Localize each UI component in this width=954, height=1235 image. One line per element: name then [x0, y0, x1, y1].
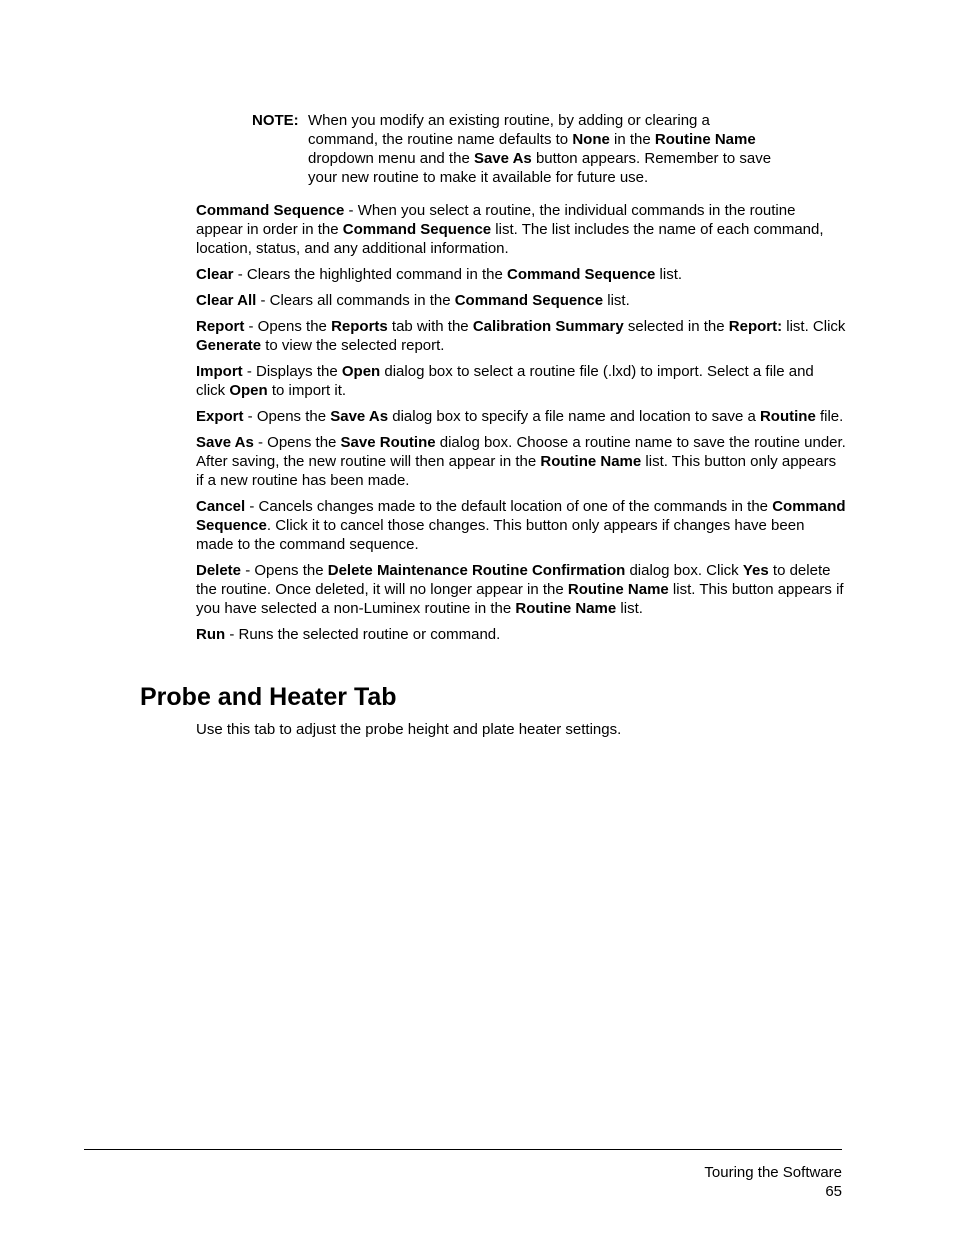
- desc-save-as: Save As - Opens the Save Routine dialog box. Choose a routine name to save the routine under. After saving, the new routine will then appear in the Routine Name list. This button only appears if a new routine has been made.: [196, 434, 846, 489]
- desc-run: Run - Runs the selected routine or command.: [196, 626, 501, 643]
- desc-import: Import - Displays the Open dialog box to select a routine file (.lxd) to import. Select a file and click Open to import it.: [196, 363, 814, 399]
- desc-export: Export - Opens the Save As dialog box to specify a file name and location to save a Routine file.: [196, 408, 844, 425]
- desc-command-sequence: Command Sequence - When you select a routine, the individual commands in the routine appear in order in the Command Sequence list. The list includes the name of each command, location, status, and any additional information.: [196, 202, 824, 257]
- button-descriptions: [196, 201, 846, 651]
- page-footer: [600, 1163, 842, 1201]
- desc-report: Report - Opens the Reports tab with the Calibration Summary selected in the Report: list. Click Generate to view the selected report.: [196, 318, 846, 354]
- section-intro: Use this tab to adjust the probe height and plate heater settings.: [196, 721, 622, 738]
- desc-clear: Clear - Clears the highlighted command in the Command Sequence list.: [196, 266, 683, 283]
- note-text: When you modify an existing routine, by adding or clearing a command, the routine name defaults to None in the Routine Name dropdown menu and the Save As button appears. Remember to save your new routine to make it available for future use.: [308, 112, 772, 186]
- note-block: [252, 111, 792, 187]
- desc-cancel: Cancel - Cancels changes made to the default location of one of the commands in the Command Sequence. Click it to cancel those changes. This button only appears if changes have been made to the command sequence.: [196, 498, 846, 553]
- footer-chapter-title: Touring the Software: [704, 1164, 842, 1181]
- desc-delete: Delete - Opens the Delete Maintenance Routine Confirmation dialog box. Click Yes to delete the routine. Once deleted, it will no longer appear in the Routine Name list. This button appears if you have selected a non-Luminex routine in the Routine Name list.: [196, 562, 844, 617]
- note-label: NOTE:: [252, 112, 299, 129]
- footer-divider: [84, 1149, 842, 1150]
- desc-clear-all: Clear All - Clears all commands in the Command Sequence list.: [196, 292, 630, 309]
- page-number: 65: [825, 1183, 842, 1200]
- section-heading: Probe and Heater Tab: [140, 683, 397, 711]
